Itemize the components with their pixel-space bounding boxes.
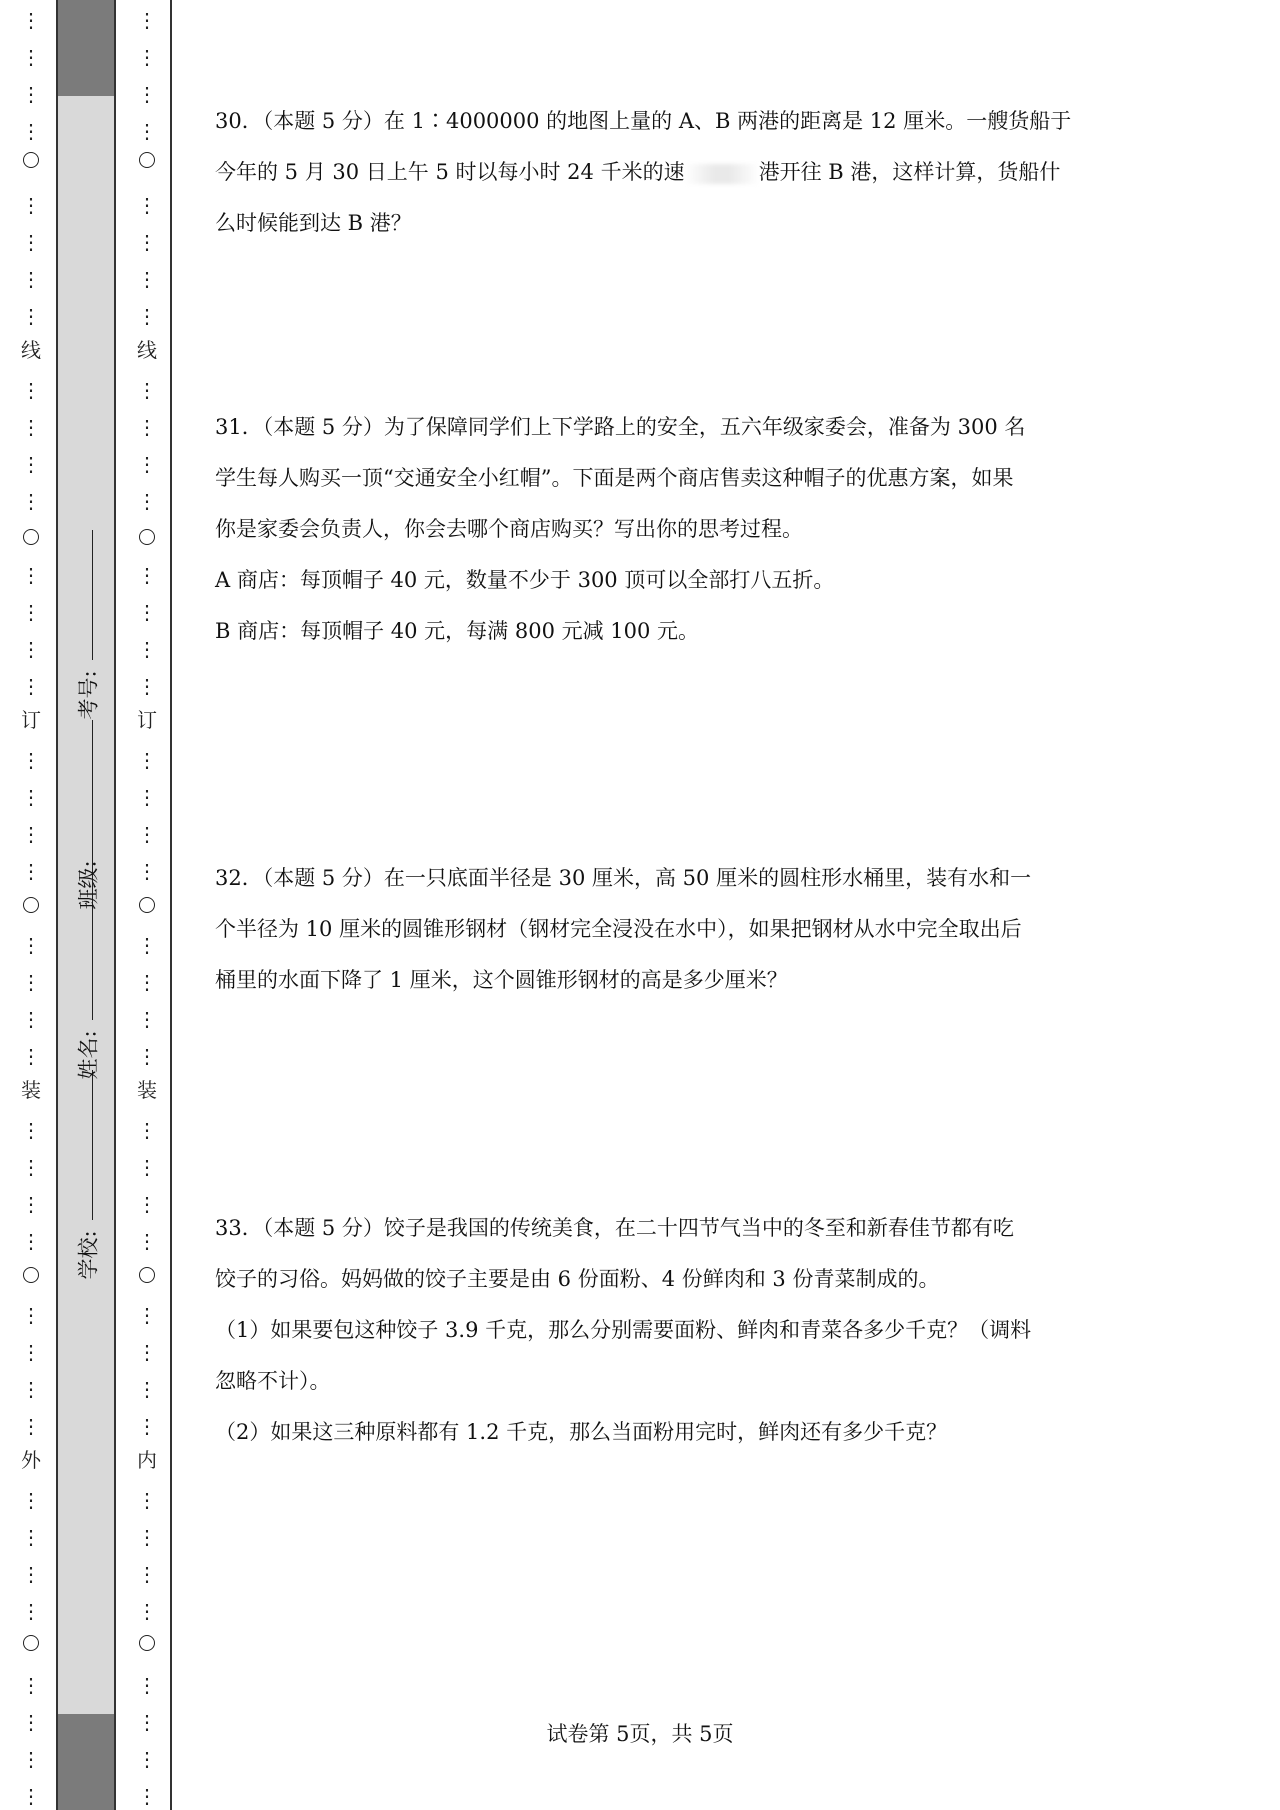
outer-binding-word: 线 (21, 338, 41, 362)
binding-dots: ⋮ (21, 1784, 41, 1808)
binding-dots: ⋮ (137, 1118, 157, 1142)
binding-dots: ⋮ (21, 1599, 41, 1623)
outer-binding-column (18, 0, 44, 1810)
binding-dots: ⋮ (137, 1673, 157, 1697)
binding-dots: ⋮ (137, 1377, 157, 1401)
binding-dots: ⋮ (137, 1710, 157, 1734)
name-label: 姓名: (77, 1030, 102, 1080)
binding-dots: ⋮ (137, 600, 157, 624)
binding-dots: ⋮ (137, 1562, 157, 1586)
binding-dots: ⋮ (137, 563, 157, 587)
binding-circle-icon (23, 1267, 39, 1283)
question-32 (215, 853, 1075, 1006)
binding-dots: ⋮ (21, 1044, 41, 1068)
binding-dots: ⋮ (137, 1599, 157, 1623)
binding-dots: ⋮ (137, 1044, 157, 1068)
question-30 (215, 96, 1075, 249)
question-32-line-1: 32．（本题 5 分）在一只底面半径是 30 厘米，高 50 厘米的圆柱形水桶里，装有水和一 (215, 866, 1032, 890)
binding-dots: ⋮ (21, 1747, 41, 1771)
binding-dots: ⋮ (137, 415, 157, 439)
binding-dots: ⋮ (21, 1303, 41, 1327)
binding-dots: ⋮ (137, 970, 157, 994)
binding-dots: ⋮ (21, 1155, 41, 1179)
question-32-line-3: 桶里的水面下降了 1 厘米，这个圆锥形钢材的高是多少厘米？ (215, 968, 788, 992)
question-31 (215, 402, 1075, 657)
binding-dots: ⋮ (137, 82, 157, 106)
binding-circle-icon (23, 897, 39, 913)
binding-dots: ⋮ (137, 304, 157, 328)
question-31-line-4: A 商店：每顶帽子 40 元，数量不少于 300 顶可以全部打八五折。 (215, 568, 835, 592)
binding-dots: ⋮ (137, 1414, 157, 1438)
binding-circle-icon (139, 152, 155, 168)
question-33-line-5: （2）如果这三种原料都有 1.2 千克，那么当面粉用完时，鲜肉还有多少千克？ (215, 1420, 948, 1444)
question-33-line-3: （1）如果要包这种饺子 3.9 千克，那么分别需要面粉、鲜肉和青菜各多少千克？（调料 (215, 1318, 1032, 1342)
question-32-line-2: 个半径为 10 厘米的圆锥形钢材（钢材完全浸没在水中），如果把钢材从水中完全取出后 (215, 917, 1022, 941)
binding-dots: ⋮ (21, 1488, 41, 1512)
class-line (92, 720, 93, 848)
binding-dots: ⋮ (137, 452, 157, 476)
binding-dots: ⋮ (21, 785, 41, 809)
binding-dots: ⋮ (137, 1192, 157, 1216)
binding-dots: ⋮ (21, 1192, 41, 1216)
binding-dots: ⋮ (21, 45, 41, 69)
question-33 (215, 1203, 1075, 1458)
exam-no-label: 考号: (77, 670, 102, 720)
binding-dots: ⋮ (137, 193, 157, 217)
question-31-line-1: 31．（本题 5 分）为了保障同学们上下学路上的安全，五六年级家委会，准备为 300 名 (215, 415, 1026, 439)
binding-dots: ⋮ (137, 1784, 157, 1808)
outer-binding-word: 订 (21, 708, 41, 732)
name-field (64, 1025, 112, 1085)
inner-binding-word: 内 (137, 1448, 157, 1472)
inner-binding-word: 装 (137, 1078, 157, 1102)
binding-dots: ⋮ (137, 785, 157, 809)
binding-dots: ⋮ (137, 489, 157, 513)
outer-binding-word: 装 (21, 1078, 41, 1102)
binding-dots: ⋮ (137, 267, 157, 291)
class-label: 班级: (77, 860, 102, 910)
question-30-line-2-head: 今年的 5 月 30 日上午 5 时以每小时 24 千米的速 (215, 160, 685, 184)
binding-dots: ⋮ (21, 1007, 41, 1031)
binding-dots: ⋮ (21, 82, 41, 106)
binding-circle-icon (23, 529, 39, 545)
binding-dots: ⋮ (21, 600, 41, 624)
binding-circle-icon (139, 897, 155, 913)
binding-dots: ⋮ (21, 415, 41, 439)
binding-dots: ⋮ (21, 452, 41, 476)
binding-circle-icon (139, 1635, 155, 1651)
binding-dots: ⋮ (137, 822, 157, 846)
binding-dots: ⋮ (21, 1710, 41, 1734)
binding-dots: ⋮ (137, 230, 157, 254)
binding-dots: ⋮ (137, 8, 157, 32)
exam-no-line (92, 530, 93, 660)
binding-dots: ⋮ (21, 230, 41, 254)
exam-no-field (64, 665, 112, 725)
question-33-line-1: 33．（本题 5 分）饺子是我国的传统美食，在二十四节气当中的冬至和新春佳节都有吃 (215, 1216, 1014, 1240)
binding-dots: ⋮ (137, 1525, 157, 1549)
binding-dots: ⋮ (137, 1488, 157, 1512)
question-30-line-2-tail: 港开往 B 港，这样计算，货船什 (758, 160, 1061, 184)
binding-dots: ⋮ (137, 119, 157, 143)
inner-binding-word: 线 (137, 338, 157, 362)
binding-circle-icon (23, 152, 39, 168)
binding-dots: ⋮ (21, 1340, 41, 1364)
binding-dots: ⋮ (21, 674, 41, 698)
blurred-text-spot (685, 164, 759, 184)
question-30-line-2 (215, 147, 1075, 198)
page-footer: 试卷第 5页，共 5页 (546, 1722, 734, 1746)
binding-dots: ⋮ (137, 859, 157, 883)
binding-dots: ⋮ (137, 45, 157, 69)
question-31-line-3: 你是家委会负责人，你会去哪个商店购买？写出你的思考过程。 (215, 517, 803, 541)
binding-dots: ⋮ (137, 933, 157, 957)
binding-dots: ⋮ (21, 193, 41, 217)
binding-dots: ⋮ (21, 1673, 41, 1697)
binding-dots: ⋮ (137, 1155, 157, 1179)
school-line (92, 1070, 93, 1220)
binding-dots: ⋮ (21, 1118, 41, 1142)
binding-dots: ⋮ (21, 304, 41, 328)
binding-rule (170, 0, 172, 1810)
binding-dots: ⋮ (137, 748, 157, 772)
binding-dots: ⋮ (137, 637, 157, 661)
binding-dots: ⋮ (137, 1747, 157, 1771)
binding-dots: ⋮ (21, 1562, 41, 1586)
binding-dots: ⋮ (137, 1229, 157, 1253)
binding-circle-icon (139, 1267, 155, 1283)
binding-dots: ⋮ (21, 563, 41, 587)
binding-dots: ⋮ (21, 637, 41, 661)
binding-dots: ⋮ (21, 859, 41, 883)
class-field (64, 855, 112, 915)
binding-dots: ⋮ (137, 1007, 157, 1031)
binding-dots: ⋮ (21, 970, 41, 994)
question-33-line-4: 忽略不计）。 (215, 1369, 331, 1393)
binding-dots: ⋮ (21, 1377, 41, 1401)
binding-dots: ⋮ (21, 119, 41, 143)
student-info-band (56, 0, 116, 1810)
binding-dots: ⋮ (21, 822, 41, 846)
band-top-block (58, 0, 114, 96)
binding-dots: ⋮ (21, 489, 41, 513)
school-label: 学校: (77, 1230, 102, 1280)
binding-dots: ⋮ (21, 8, 41, 32)
binding-dots: ⋮ (137, 1303, 157, 1327)
binding-dots: ⋮ (137, 378, 157, 402)
binding-circle-icon (139, 529, 155, 545)
binding-dots: ⋮ (21, 1414, 41, 1438)
binding-dots: ⋮ (21, 1525, 41, 1549)
binding-dots: ⋮ (137, 1340, 157, 1364)
question-30-line-1: 30．（本题 5 分）在 1∶4000000 的地图上量的 A、B 两港的距离是 12 厘米。一艘货船于 (215, 109, 1072, 133)
question-33-line-2: 饺子的习俗。妈妈做的饺子主要是由 6 份面粉、4 份鲜肉和 3 份青菜制成的。 (215, 1267, 940, 1291)
school-field (64, 1225, 112, 1285)
binding-circle-icon (23, 1635, 39, 1651)
question-31-line-5: B 商店：每顶帽子 40 元，每满 800 元减 100 元。 (215, 619, 700, 643)
question-31-line-2: 学生每人购买一顶“交通安全小红帽”。下面是两个商店售卖这种帽子的优惠方案，如果 (215, 466, 1014, 490)
binding-dots: ⋮ (21, 378, 41, 402)
question-30-line-3: 么时候能到达 B 港？ (215, 211, 412, 235)
binding-dots: ⋮ (21, 1229, 41, 1253)
binding-dots: ⋮ (21, 748, 41, 772)
inner-binding-word: 订 (137, 708, 157, 732)
inner-binding-column (134, 0, 160, 1810)
binding-dots: ⋮ (21, 933, 41, 957)
outer-binding-word: 外 (21, 1448, 41, 1472)
binding-dots: ⋮ (21, 267, 41, 291)
binding-dots: ⋮ (137, 674, 157, 698)
